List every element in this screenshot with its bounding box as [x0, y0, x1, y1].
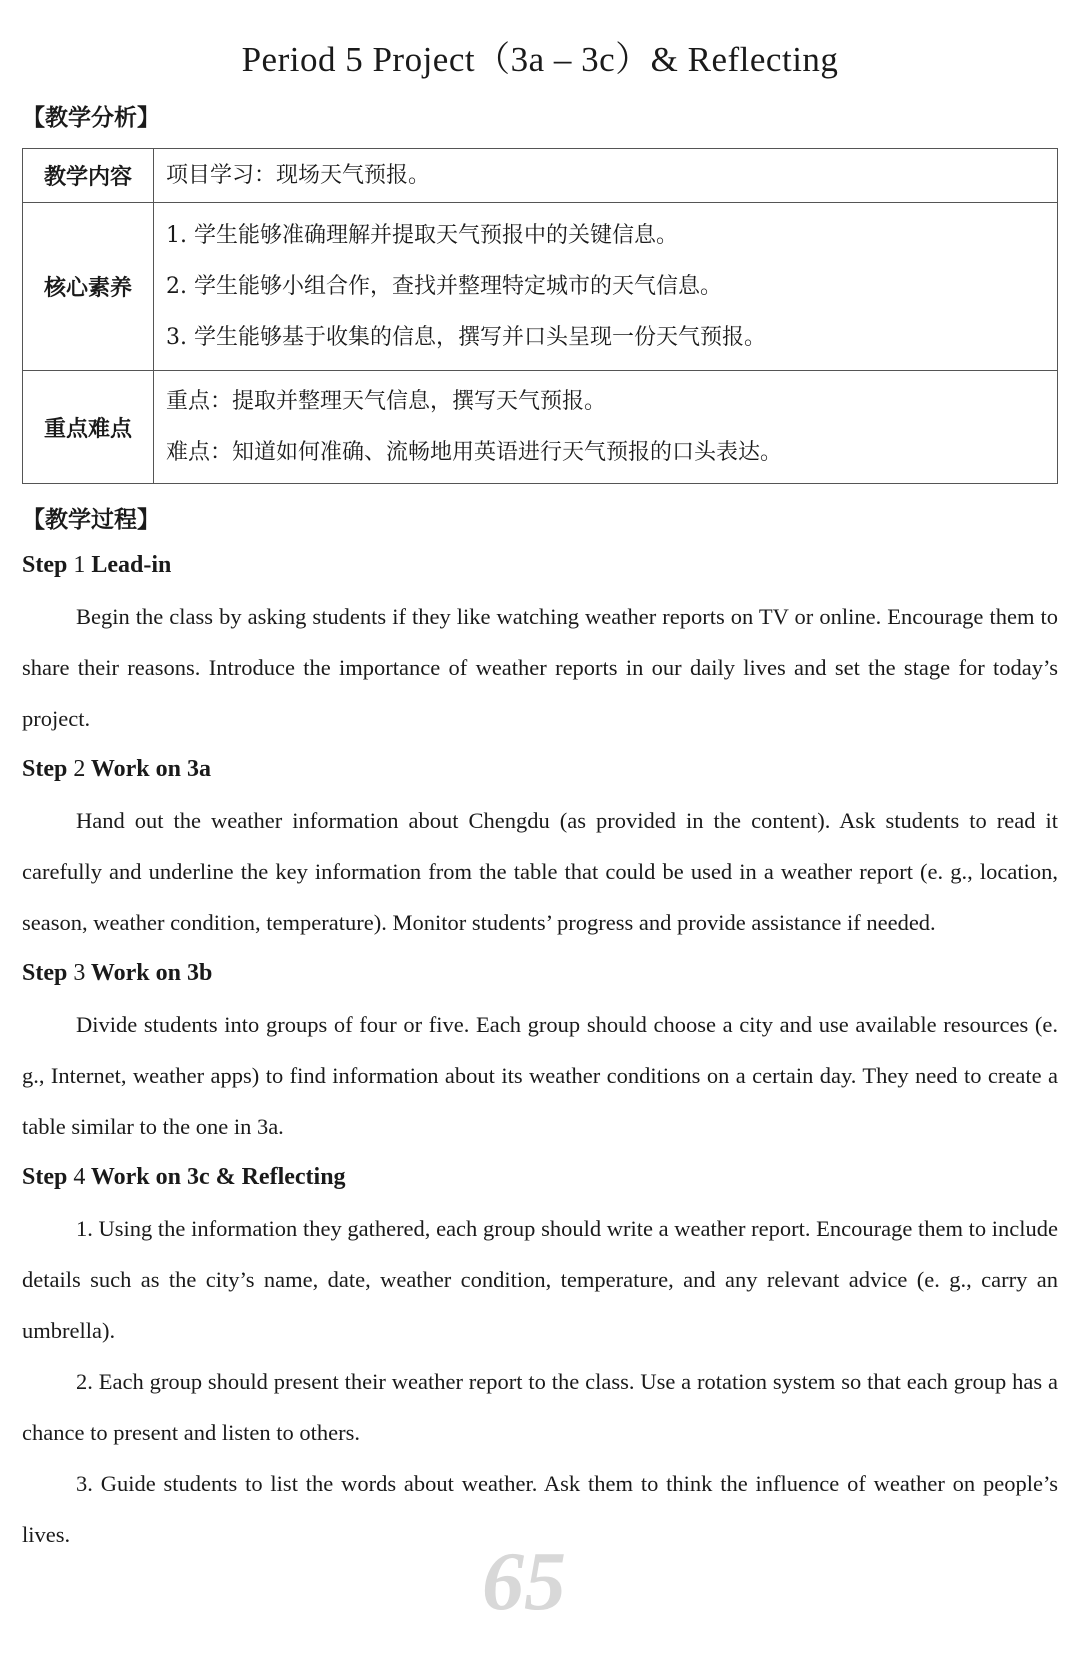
step-label: Step [22, 756, 68, 782]
core-items-cell [154, 203, 1058, 371]
key-items-cell [154, 371, 1058, 484]
step-2-heading [22, 744, 1058, 795]
core-label: 核心素养 [23, 203, 154, 371]
step-3-paragraph: Divide students into groups of four or five. Each group should choose a city and use available resources (e. g., Internet, weather apps) to find information about its weather conditions on a certain day. They need to create a table similar to the one in 3a. [22, 1012, 1058, 1139]
step-label: Step [22, 552, 68, 578]
step-name: Work on 3a [90, 756, 211, 782]
content-value-cell [154, 149, 1058, 203]
page-title: Period 5 Project（3a – 3c）& Reflecting [241, 40, 839, 79]
document-page [22, 0, 1058, 1560]
step-4-paragraph-3: 3. Guide students to list the words about weather. Ask them to think the influence of weather on people’s lives. [22, 1471, 1058, 1547]
analysis-table [22, 148, 1058, 484]
core-item: 2. 学生能够小组合作，查找并整理特定城市的天气信息。 [166, 274, 722, 299]
difficult-point: 难点：知道如何准确、流畅地用英语进行天气预报的口头表达。 [166, 440, 783, 465]
process-heading: 【教学过程】 [22, 507, 160, 533]
step-number: 2 [73, 756, 86, 782]
step-number: 3 [73, 960, 86, 986]
step-2-paragraph: Hand out the weather information about Chengdu (as provided in the content). Ask students to read it carefully and underline the key information from the table that could be used in a weather report (e. g., location, season, weather condition, temperature). Monitor students’ progress and provide assistance if needed. [22, 808, 1058, 935]
page-number: 65 [482, 1535, 566, 1628]
step-name: Work on 3c & Reflecting [90, 1164, 346, 1190]
step-name: Work on 3b [90, 960, 213, 986]
step-4-paragraph-1: 1. Using the information they gathered, each group should write a weather report. Encourage them to include details such as the city’s name, date, weather condition, temperature, and any relevant advice (e. g., carry an umbrella). [22, 1216, 1058, 1343]
step-3-heading [22, 948, 1058, 999]
step-label: Step [22, 960, 68, 986]
table-row [23, 371, 1058, 484]
step-1-heading [22, 540, 1058, 591]
content-label: 教学内容 [23, 149, 154, 203]
step-label: Step [22, 1164, 68, 1190]
step-number: 1 [73, 552, 86, 578]
table-row [23, 149, 1058, 203]
step-4-paragraph-2: 2. Each group should present their weather report to the class. Use a rotation system so that each group has a chance to present and listen to others. [22, 1369, 1058, 1445]
step-number: 4 [73, 1164, 86, 1190]
content-value: 项目学习：现场天气预报。 [166, 163, 431, 188]
core-item: 1. 学生能够准确理解并提取天气预报中的关键信息。 [166, 223, 678, 248]
key-label: 重点难点 [23, 371, 154, 484]
step-4-heading [22, 1152, 1058, 1203]
step-name: Lead-in [91, 552, 172, 578]
core-item: 3. 学生能够基于收集的信息，撰写并口头呈现一份天气预报。 [166, 325, 766, 350]
analysis-heading: 【教学分析】 [22, 105, 160, 131]
table-row [23, 203, 1058, 371]
step-1-paragraph: Begin the class by asking students if they like watching weather reports on TV or online. Encourage them to share their reasons. Introduce the importance of weather reports in our daily lives and set the stage for today’s project. [22, 604, 1058, 731]
key-point: 重点：提取并整理天气信息，撰写天气预报。 [166, 389, 607, 414]
